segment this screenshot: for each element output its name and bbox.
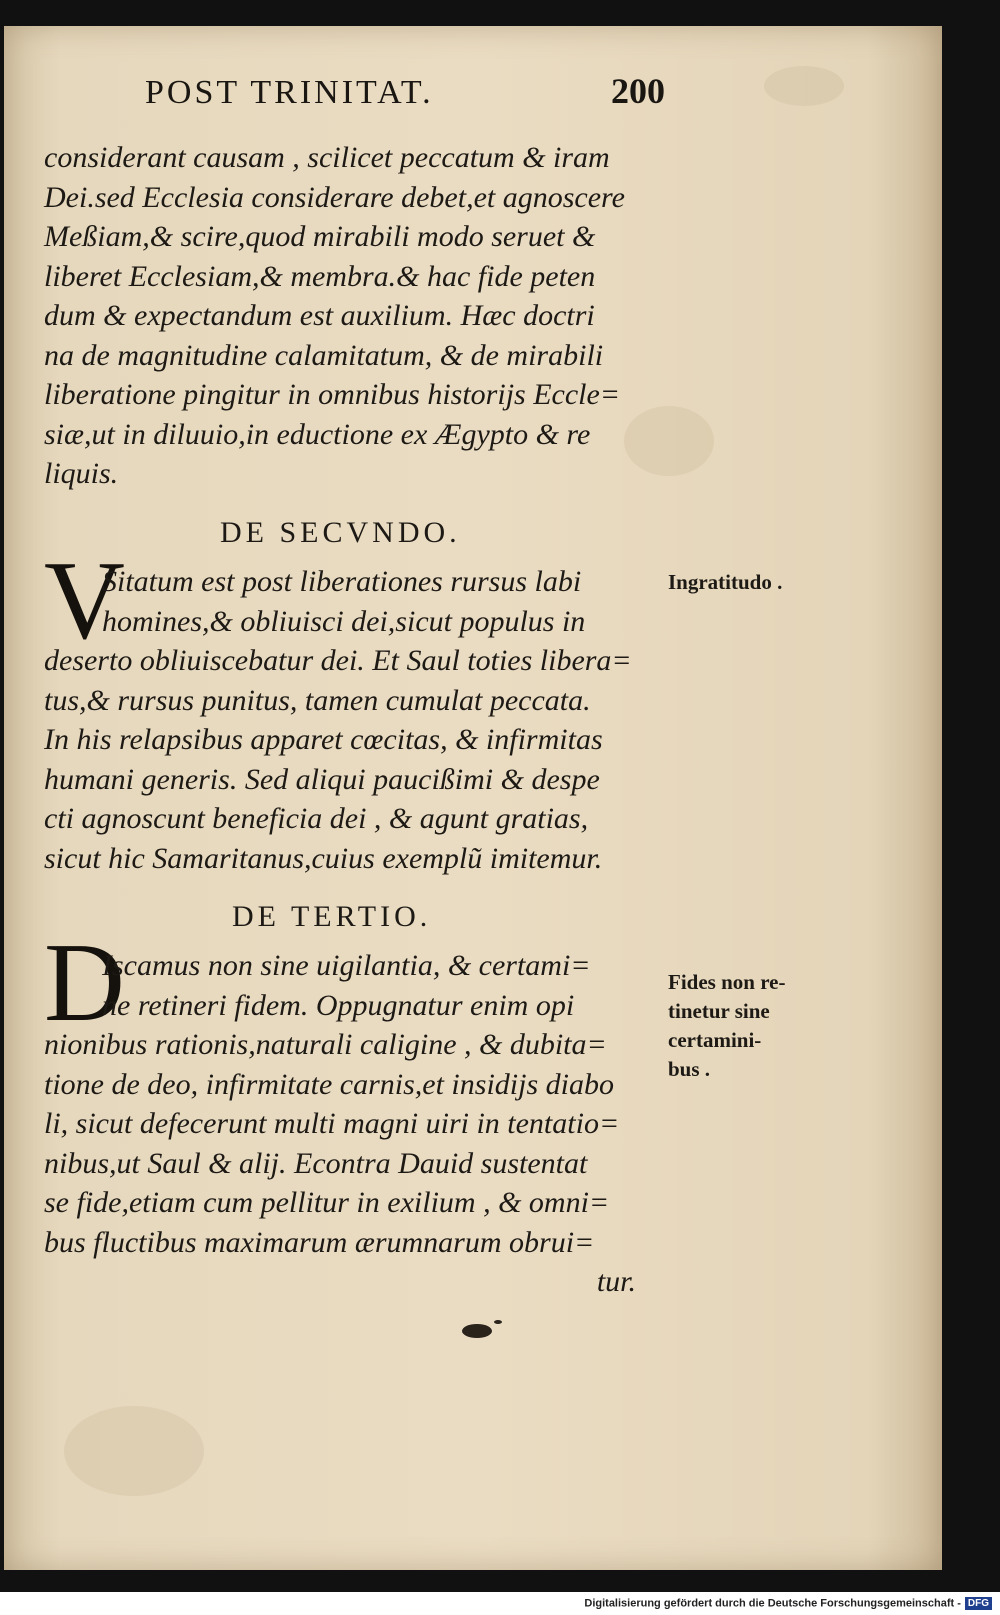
marginal-line: Fides non re- bbox=[668, 970, 786, 994]
text-line: homines,& obliuisci dei,sicut populus in bbox=[102, 604, 586, 638]
text-line: deserto obliuiscebatur dei. Et Saul toties libera= bbox=[44, 644, 632, 677]
text-line: cti agnoscunt beneficia dei , & agunt gratias, bbox=[44, 802, 589, 835]
text-line: nibus,ut Saul & alij. Econtra Dauid sustentat bbox=[44, 1146, 588, 1180]
marginal-line: bus . bbox=[668, 1057, 711, 1081]
text-line: tur. bbox=[596, 1265, 636, 1298]
text-line: na de magnitudine calamitatum, & de mirabili bbox=[44, 338, 604, 372]
text-block-3 bbox=[44, 946, 656, 1302]
marginal-note bbox=[668, 568, 782, 597]
text-line: considerant causam , scilicet peccatum & iram bbox=[44, 141, 610, 174]
text-block-1 bbox=[44, 138, 656, 494]
text-line: liquis. bbox=[44, 457, 119, 490]
text-line: siæ,ut in diluuio,in eductione ex Ægypto & re bbox=[44, 417, 591, 451]
text-line: Sitatum est post liberationes rursus labi bbox=[102, 565, 582, 598]
credit-text: Digitalisierung gefördert durch die Deutsche Forschungsgemeinschaft - bbox=[584, 1597, 961, 1610]
paper-stain bbox=[764, 66, 844, 106]
text-line: ne retineri fidem. Oppugnatur enim opi bbox=[102, 988, 575, 1022]
text-line: dum & expectandum est auxilium. Hæc doctri bbox=[44, 299, 595, 332]
digitization-credit bbox=[584, 1597, 992, 1610]
text-line: liberatione pingitur in omnibus historijs Eccle= bbox=[44, 378, 621, 411]
text-line: Meßiam,& scire,quod mirabili modo seruet & bbox=[44, 220, 596, 253]
text-line: bus fluctibus maximarum ærumnarum obrui= bbox=[44, 1225, 595, 1259]
section-heading: DE SECVNDO. bbox=[220, 516, 461, 549]
text-line: nionibus rationis,naturali caligine , & dubita= bbox=[44, 1028, 607, 1061]
marginal-note bbox=[668, 968, 785, 1084]
text-line: humani generis. Sed aliqui paucißimi & despe bbox=[44, 762, 600, 796]
marginal-line: Ingratitudo . bbox=[668, 570, 783, 594]
page-number: 200 bbox=[611, 71, 665, 111]
marginal-line: tinetur sine bbox=[668, 999, 770, 1023]
page-header bbox=[145, 71, 665, 114]
dfg-logo: DFG bbox=[965, 1597, 992, 1610]
text-line: tione de deo, infirmitate carnis,et insidijs diabo bbox=[44, 1067, 614, 1101]
printer-ornament bbox=[462, 1324, 492, 1338]
text-line: tus,& rursus punitus, tamen cumulat peccata. bbox=[44, 683, 591, 717]
drop-capital: V bbox=[44, 539, 125, 663]
running-head: POST TRINITAT. bbox=[145, 74, 434, 111]
text-line: se fide,etiam cum pellitur in exilium , & omni= bbox=[44, 1186, 610, 1219]
text-line: li, sicut defecerunt multi magni uiri in tentatio= bbox=[44, 1107, 620, 1140]
section-heading: DE TERTIO. bbox=[232, 900, 432, 933]
text-line: liberet Ecclesiam,& membra.& hac fide peten bbox=[44, 259, 596, 293]
text-line: In his relapsibus apparet cœcitas, & infirmitas bbox=[44, 723, 603, 756]
text-line: Dei.sed Ecclesia considerare debet,et agnoscere bbox=[44, 180, 625, 214]
paper-stain bbox=[64, 1406, 204, 1496]
text-block-2 bbox=[44, 562, 656, 878]
drop-capital: D bbox=[44, 921, 125, 1045]
marginal-line: certamini- bbox=[668, 1028, 762, 1052]
text-line: Iscamus non sine uigilantia, & certami= bbox=[102, 949, 591, 982]
text-line: sicut hic Samaritanus,cuius exemplũ imitemur. bbox=[44, 841, 603, 875]
